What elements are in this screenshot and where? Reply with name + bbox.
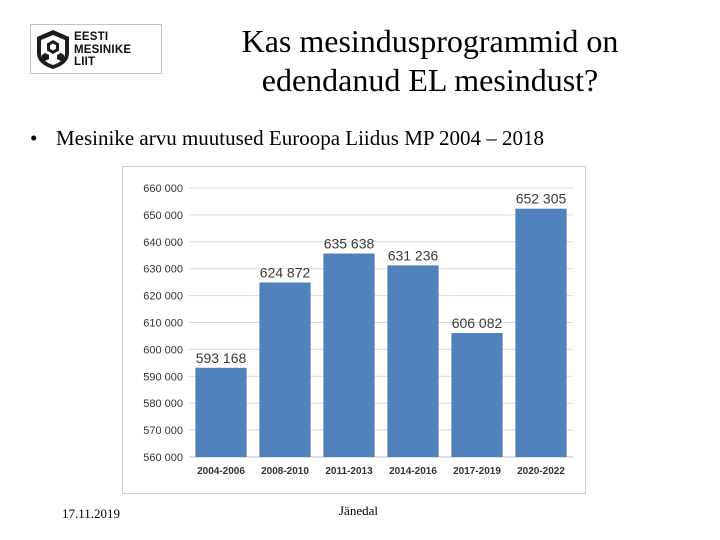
- bar: [259, 282, 310, 457]
- bee-emblem-icon: [34, 29, 72, 70]
- data-label: 635 638: [323, 235, 375, 252]
- beekeepers-bar-chart: [123, 167, 585, 493]
- title-line-2: edendanud EL mesindust?: [261, 62, 599, 98]
- y-tick-label: 660 000: [143, 183, 183, 195]
- y-tick-label: 570 000: [143, 425, 183, 438]
- logo-wordmark: [74, 31, 131, 69]
- y-tick-label: 620 000: [143, 290, 183, 303]
- bullet-point: [30, 126, 544, 151]
- x-tick-label: 2008-2010: [261, 466, 309, 477]
- data-label: 652 305: [515, 190, 567, 207]
- bar: [451, 333, 502, 457]
- logo-line-3: LIIT: [74, 56, 96, 68]
- y-tick-label: 580 000: [143, 398, 183, 411]
- x-tick-label: 2020-2022: [517, 466, 565, 477]
- chart-frame: [122, 166, 586, 494]
- x-tick-label: 2004-2006: [197, 466, 245, 477]
- y-tick-label: 560 000: [143, 452, 183, 464]
- data-label: 631 236: [387, 247, 439, 264]
- logo-line-1: EESTI: [74, 31, 109, 43]
- x-tick-label: 2017-2019: [453, 466, 501, 477]
- bar: [387, 265, 438, 457]
- bar: [195, 368, 246, 457]
- y-tick-label: 590 000: [143, 371, 183, 384]
- x-axis-ticks: [197, 466, 565, 477]
- y-tick-label: 610 000: [143, 317, 183, 330]
- data-label: 593 168: [195, 349, 247, 366]
- y-tick-label: 630 000: [143, 263, 183, 276]
- footer-date: 17.11.2019: [62, 506, 121, 521]
- footer-author: Jänedal: [339, 503, 378, 518]
- y-tick-label: 640 000: [143, 236, 183, 249]
- data-labels: [196, 191, 567, 366]
- x-tick-label: 2011-2013: [325, 466, 373, 477]
- bar: [515, 209, 566, 457]
- data-label: 624 872: [259, 264, 311, 281]
- logo: [30, 24, 162, 74]
- bullet-text: Mesinike arvu muutused Euroopa Liidus MP 2004 – 2018: [56, 126, 545, 150]
- title-line-1: Kas mesindusprogrammid on: [241, 23, 619, 59]
- data-label: 606 082: [451, 315, 503, 332]
- logo-line-2: MESINIKE: [74, 43, 132, 56]
- y-tick-label: 650 000: [143, 209, 183, 222]
- bullet-symbol: •: [30, 126, 38, 150]
- slide-title: [170, 22, 690, 100]
- y-axis-ticks: [143, 183, 183, 464]
- bar: [323, 254, 374, 457]
- x-tick-label: 2014-2016: [389, 466, 437, 477]
- bars: [195, 209, 566, 457]
- y-tick-label: 600 000: [143, 344, 183, 357]
